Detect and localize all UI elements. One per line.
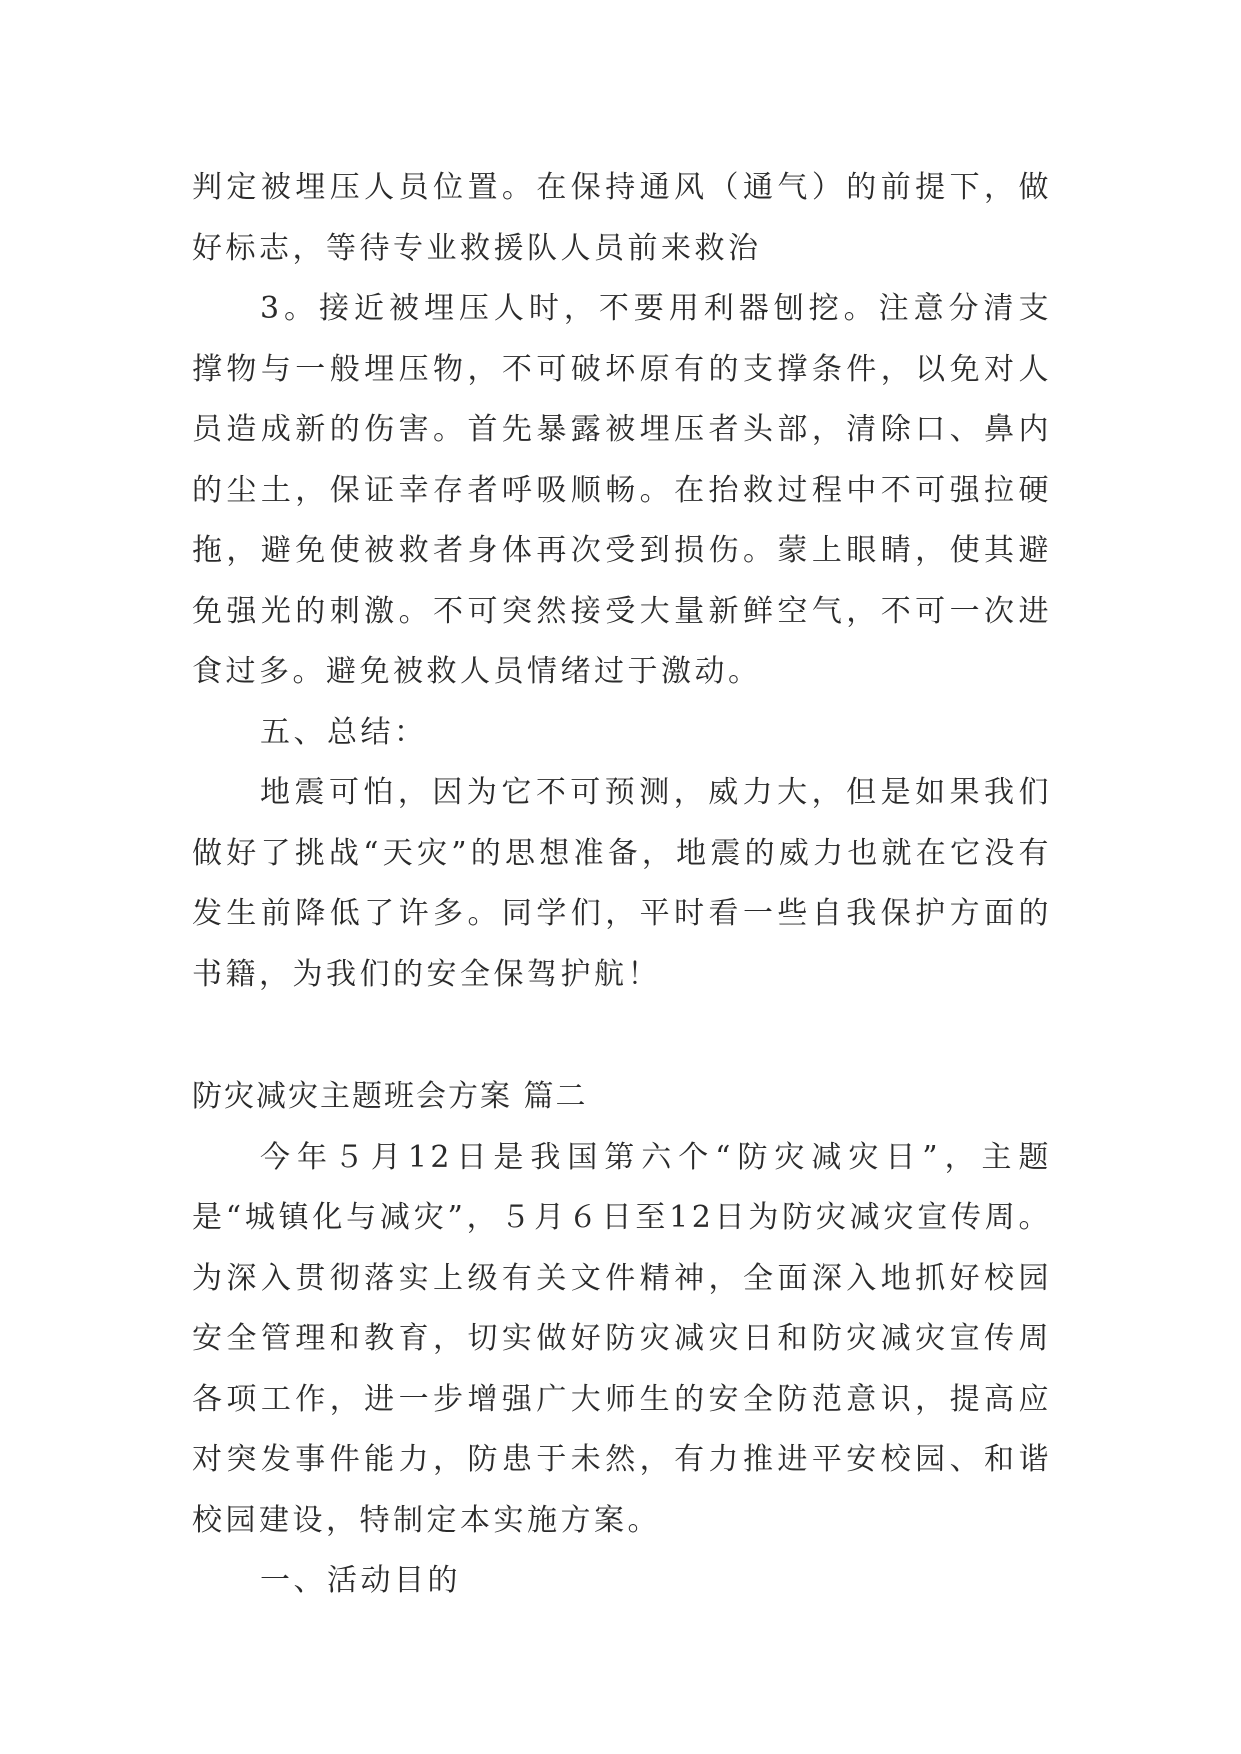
section-spacer [192,1005,1052,1067]
section-title: 防灾减灾主题班会方案 篇二 [192,1079,588,1114]
paragraph-summary: 地震可怕，因为它不可预测，威力大，但是如果我们做好了挑战“天灾”的思想准备，地震的威力也就在它没有发生前降低了许多。同学们，平时看一些自我保护方面的书籍，为我们的安全保驾护航！ [192,775,1052,992]
heading-activity-purpose: 一、活动目的 [260,1563,461,1598]
heading-summary: 五、总结： [260,714,428,750]
document-body [192,158,1052,1612]
paragraph-intro: 今年５月12日是我国第六个“防灾减灾日”，主题是“城镇化与减灾”，５月６日至12日为防灾减灾宣传周。为深入贯彻落实上级有关文件精神，全面深入地抓好校园安全管理和教育，切实做好防灾减灾日和防灾减灾宣传周各项工作，进一步增强广大师生的安全防范意识，提高应对突发事件能力，防患于未然，有力推进平安校园、和谐校园建设，特制定本实施方案。 [192,1139,1052,1538]
paragraph-rescue-location: 判定被埋压人员位置。在保持通风（通气）的前提下，做好标志，等待专业救援队人员前来救治 [192,170,1052,266]
paragraph-rescue-step-3: 3。接近被埋压人时，不要用利器刨挖。注意分清支撑物与一般埋压物，不可破坏原有的支撑条件，以免对人员造成新的伤害。首先暴露被埋压者头部，清除口、鼻内的尘土，保证幸存者呼吸顺畅。在抬救过程中不可强拉硬拖，避免使被救者身体再次受到损伤。蒙上眼睛，使其避免强光的刺激。不可突然接受大量新鲜空气，不可一次进食过多。避免被救人员情绪过于激动。 [192,291,1052,689]
